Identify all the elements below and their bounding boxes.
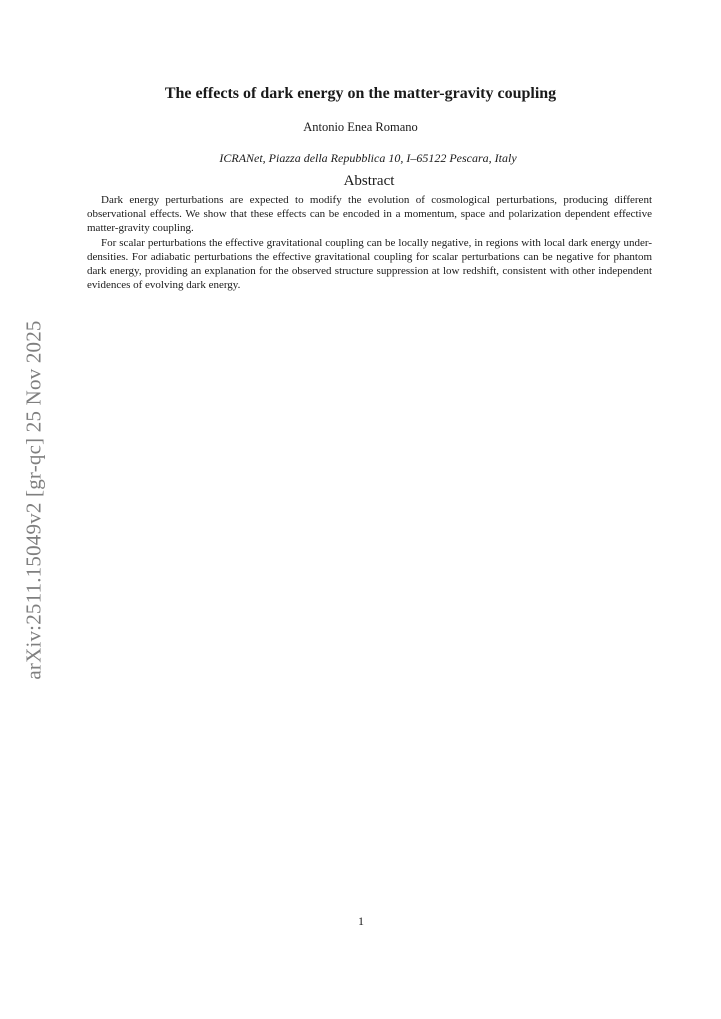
- abstract-body: [87, 193, 652, 292]
- abstract-heading: Abstract: [343, 173, 395, 189]
- author-name: Antonio Enea Romano: [303, 120, 418, 134]
- arxiv-stamp: arXiv:2511.15049v2 [gr-qc] 25 Nov 2025: [21, 320, 46, 680]
- author-affiliation: ICRANet, Piazza della Repubblica 10, I–65122 Pescara, Italy: [219, 151, 517, 165]
- paper-title: The effects of dark energy on the matter-gravity coupling: [164, 85, 557, 102]
- page-number: 1: [358, 914, 364, 928]
- abstract-paragraph-1: Dark energy perturbations are expected to modify the evolution of cosmological perturbations, producing different observational effects. We show that these effects can be encoded in a momentum, space and polarization dependent effective matter-gravity coupling.: [87, 194, 652, 235]
- abstract-paragraph-2: For scalar perturbations the effective gravitational coupling can be locally negative, in regions with local dark energy under-densities. For adiabatic perturbations the effective gravitational coupling for scalar perturbations can be negative for phantom dark energy, providing an explanation for the observed structure suppression at low redshift, consistent with other independent evidences of evolving dark energy.: [87, 236, 652, 292]
